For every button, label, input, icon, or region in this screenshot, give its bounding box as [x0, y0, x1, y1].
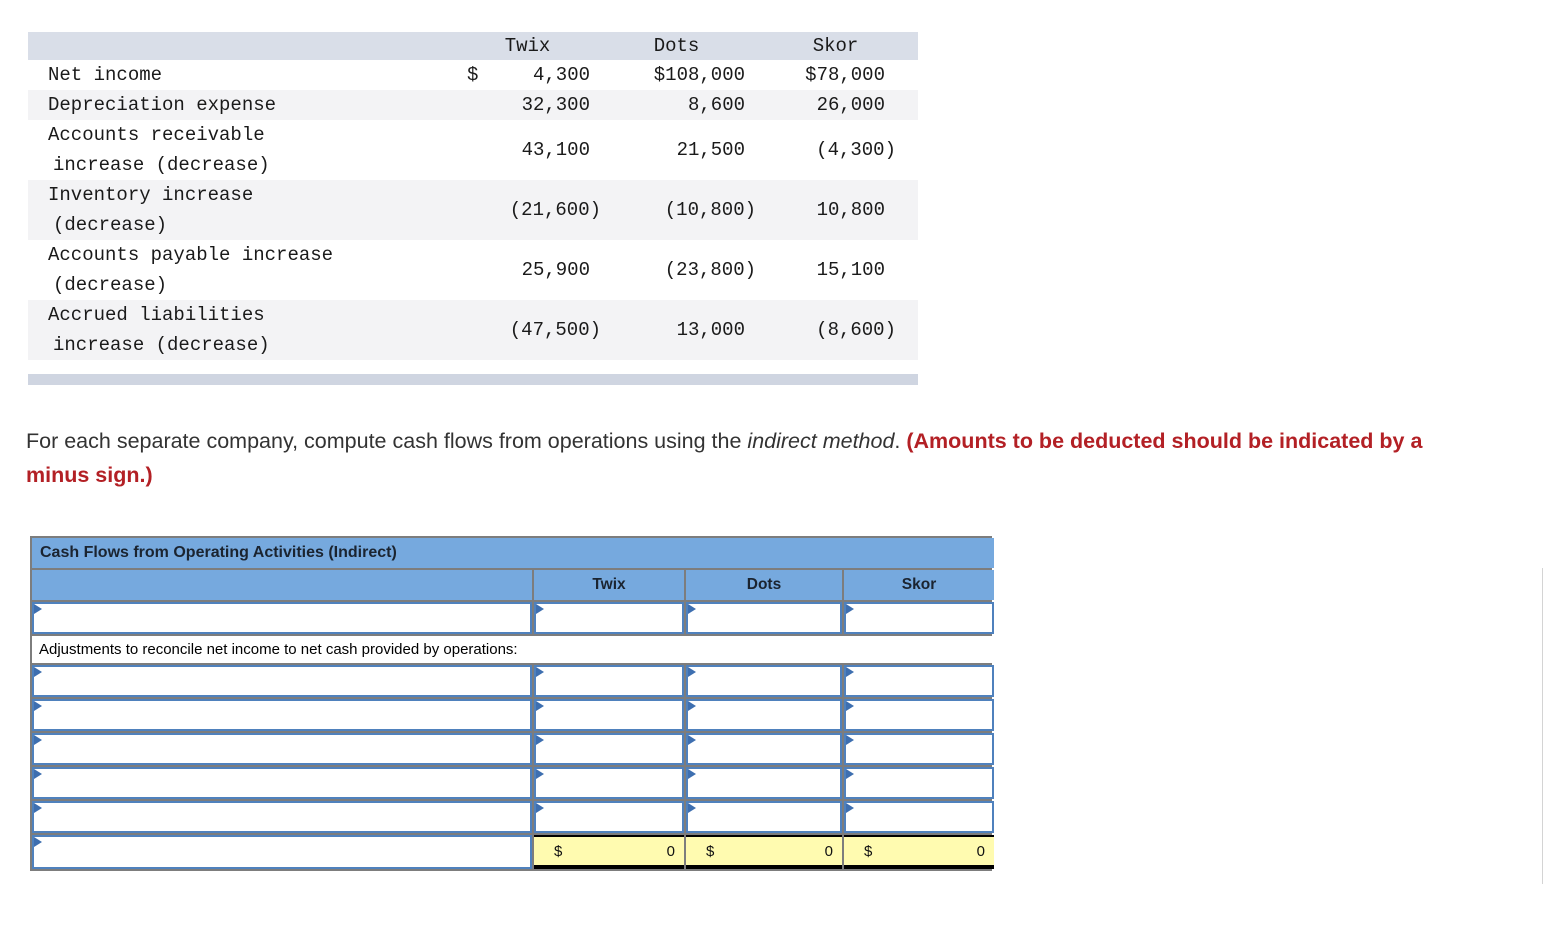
- input-marker-icon: [34, 803, 42, 813]
- currency-symbol: $: [706, 842, 715, 860]
- worksheet-input-twix-row3[interactable]: [534, 699, 684, 731]
- total-cell-twix: [534, 835, 684, 869]
- cell-twix: (21,600): [509, 199, 601, 221]
- row-label: Accounts receivable increase (decrease): [48, 124, 270, 176]
- input-marker-icon: [34, 837, 42, 847]
- cell-twix: 25,900: [521, 259, 590, 281]
- input-marker-icon: [846, 667, 854, 677]
- cash-flow-worksheet: [30, 536, 992, 871]
- cell-dots: $108,000: [653, 64, 745, 86]
- worksheet-input-label-row3[interactable]: [32, 699, 532, 731]
- worksheet-input-twix-row5[interactable]: [534, 767, 684, 799]
- row-label: Net income: [48, 64, 163, 86]
- table-row: [28, 240, 918, 300]
- worksheet-input-label-row2[interactable]: [32, 665, 532, 697]
- input-marker-icon: [688, 769, 696, 779]
- data-table-footer-bar: [28, 374, 918, 385]
- input-marker-icon: [846, 604, 854, 614]
- cell-skor: 26,000: [816, 94, 885, 116]
- input-marker-icon: [536, 701, 544, 711]
- input-marker-icon: [536, 667, 544, 677]
- cell-twix: 32,300: [521, 94, 590, 116]
- worksheet-input-skor-row4[interactable]: [844, 733, 994, 765]
- cell-twix: 43,100: [521, 139, 590, 161]
- worksheet-column-dots: Dots: [686, 570, 842, 600]
- worksheet-input-skor-row1[interactable]: [844, 602, 994, 634]
- input-marker-icon: [846, 803, 854, 813]
- input-marker-icon: [846, 735, 854, 745]
- data-table-header-skor: Skor: [812, 35, 859, 57]
- worksheet-input-dots-row2[interactable]: [686, 665, 842, 697]
- cell-dots: 13,000: [676, 319, 745, 341]
- input-marker-icon: [688, 803, 696, 813]
- total-value: 0: [666, 842, 675, 860]
- row-label: Depreciation expense: [48, 94, 277, 116]
- input-marker-icon: [34, 604, 42, 614]
- cell-twix: $ 4,300: [467, 64, 590, 86]
- input-marker-icon: [846, 769, 854, 779]
- cell-skor: (4,300): [816, 139, 896, 161]
- input-marker-icon: [688, 701, 696, 711]
- given-data-table: [28, 32, 918, 360]
- cell-skor: (8,600): [816, 319, 896, 341]
- worksheet-input-twix-row4[interactable]: [534, 733, 684, 765]
- cell-twix: (47,500): [509, 319, 601, 341]
- cell-dots: (10,800): [664, 199, 756, 221]
- worksheet-input-skor-row6[interactable]: [844, 801, 994, 833]
- worksheet-input-dots-row6[interactable]: [686, 801, 842, 833]
- input-marker-icon: [536, 803, 544, 813]
- worksheet-input-dots-row3[interactable]: [686, 699, 842, 731]
- worksheet-input-total-label[interactable]: [32, 835, 532, 869]
- table-row: [28, 90, 918, 120]
- worksheet-input-skor-row5[interactable]: [844, 767, 994, 799]
- input-marker-icon: [34, 701, 42, 711]
- input-marker-icon: [846, 701, 854, 711]
- row-label: Accrued liabilities increase (decrease): [48, 304, 270, 356]
- table-row: [28, 60, 918, 90]
- worksheet-input-twix-row6[interactable]: [534, 801, 684, 833]
- cell-dots: 21,500: [676, 139, 745, 161]
- cell-skor: 15,100: [816, 259, 885, 281]
- row-label: Accounts payable increase (decrease): [48, 244, 334, 296]
- input-marker-icon: [536, 735, 544, 745]
- total-cell-dots: [686, 835, 842, 869]
- total-value: 0: [824, 842, 833, 860]
- input-marker-icon: [688, 735, 696, 745]
- table-row: [28, 300, 918, 360]
- instruction-text: For each separate company, compute cash flows from operations using the indirect method. (Amounts to be deducted should be indicated by a minus sign.): [26, 429, 1423, 487]
- cell-skor: $78,000: [805, 64, 885, 86]
- input-marker-icon: [536, 604, 544, 614]
- row-label: Inventory increase (decrease): [48, 184, 254, 236]
- instruction-italic: indirect method: [747, 429, 895, 453]
- worksheet-input-twix-row1[interactable]: [534, 602, 684, 634]
- currency-symbol: $: [864, 842, 873, 860]
- input-marker-icon: [688, 604, 696, 614]
- table-row: [28, 180, 918, 240]
- panel-right-edge: [1542, 568, 1543, 884]
- worksheet-input-label-row1[interactable]: [32, 602, 532, 634]
- currency-symbol: $: [554, 842, 563, 860]
- worksheet-input-skor-row2[interactable]: [844, 665, 994, 697]
- worksheet-title: Cash Flows from Operating Activities (Indirect): [32, 538, 994, 568]
- worksheet-input-label-row5[interactable]: [32, 767, 532, 799]
- cell-dots: 8,600: [687, 94, 745, 116]
- total-cell-skor: [844, 835, 994, 869]
- input-marker-icon: [34, 769, 42, 779]
- worksheet-label-column-header: [32, 570, 532, 600]
- input-marker-icon: [34, 667, 42, 677]
- data-table-header-row: [28, 32, 918, 60]
- worksheet-input-dots-row4[interactable]: [686, 733, 842, 765]
- worksheet-input-twix-row2[interactable]: [534, 665, 684, 697]
- input-marker-icon: [688, 667, 696, 677]
- worksheet-input-label-row6[interactable]: [32, 801, 532, 833]
- worksheet-column-skor: Skor: [844, 570, 994, 600]
- table-row: [28, 120, 918, 180]
- worksheet-column-twix: Twix: [534, 570, 684, 600]
- data-table-header-dots: Dots: [653, 35, 700, 57]
- worksheet-input-label-row4[interactable]: [32, 733, 532, 765]
- data-table-header-twix: Twix: [504, 35, 551, 57]
- worksheet-input-dots-row1[interactable]: [686, 602, 842, 634]
- cell-skor: 10,800: [816, 199, 885, 221]
- cell-dots: (23,800): [664, 259, 756, 281]
- adjustments-section-label: Adjustments to reconcile net income to net cash provided by operations:: [32, 636, 994, 663]
- worksheet-input-dots-row5[interactable]: [686, 767, 842, 799]
- input-marker-icon: [536, 769, 544, 779]
- worksheet-input-skor-row3[interactable]: [844, 699, 994, 731]
- instruction-warning: (Amounts to be deducted should be indicated by a minus sign.): [26, 429, 1423, 487]
- total-value: 0: [976, 842, 985, 860]
- input-marker-icon: [34, 735, 42, 745]
